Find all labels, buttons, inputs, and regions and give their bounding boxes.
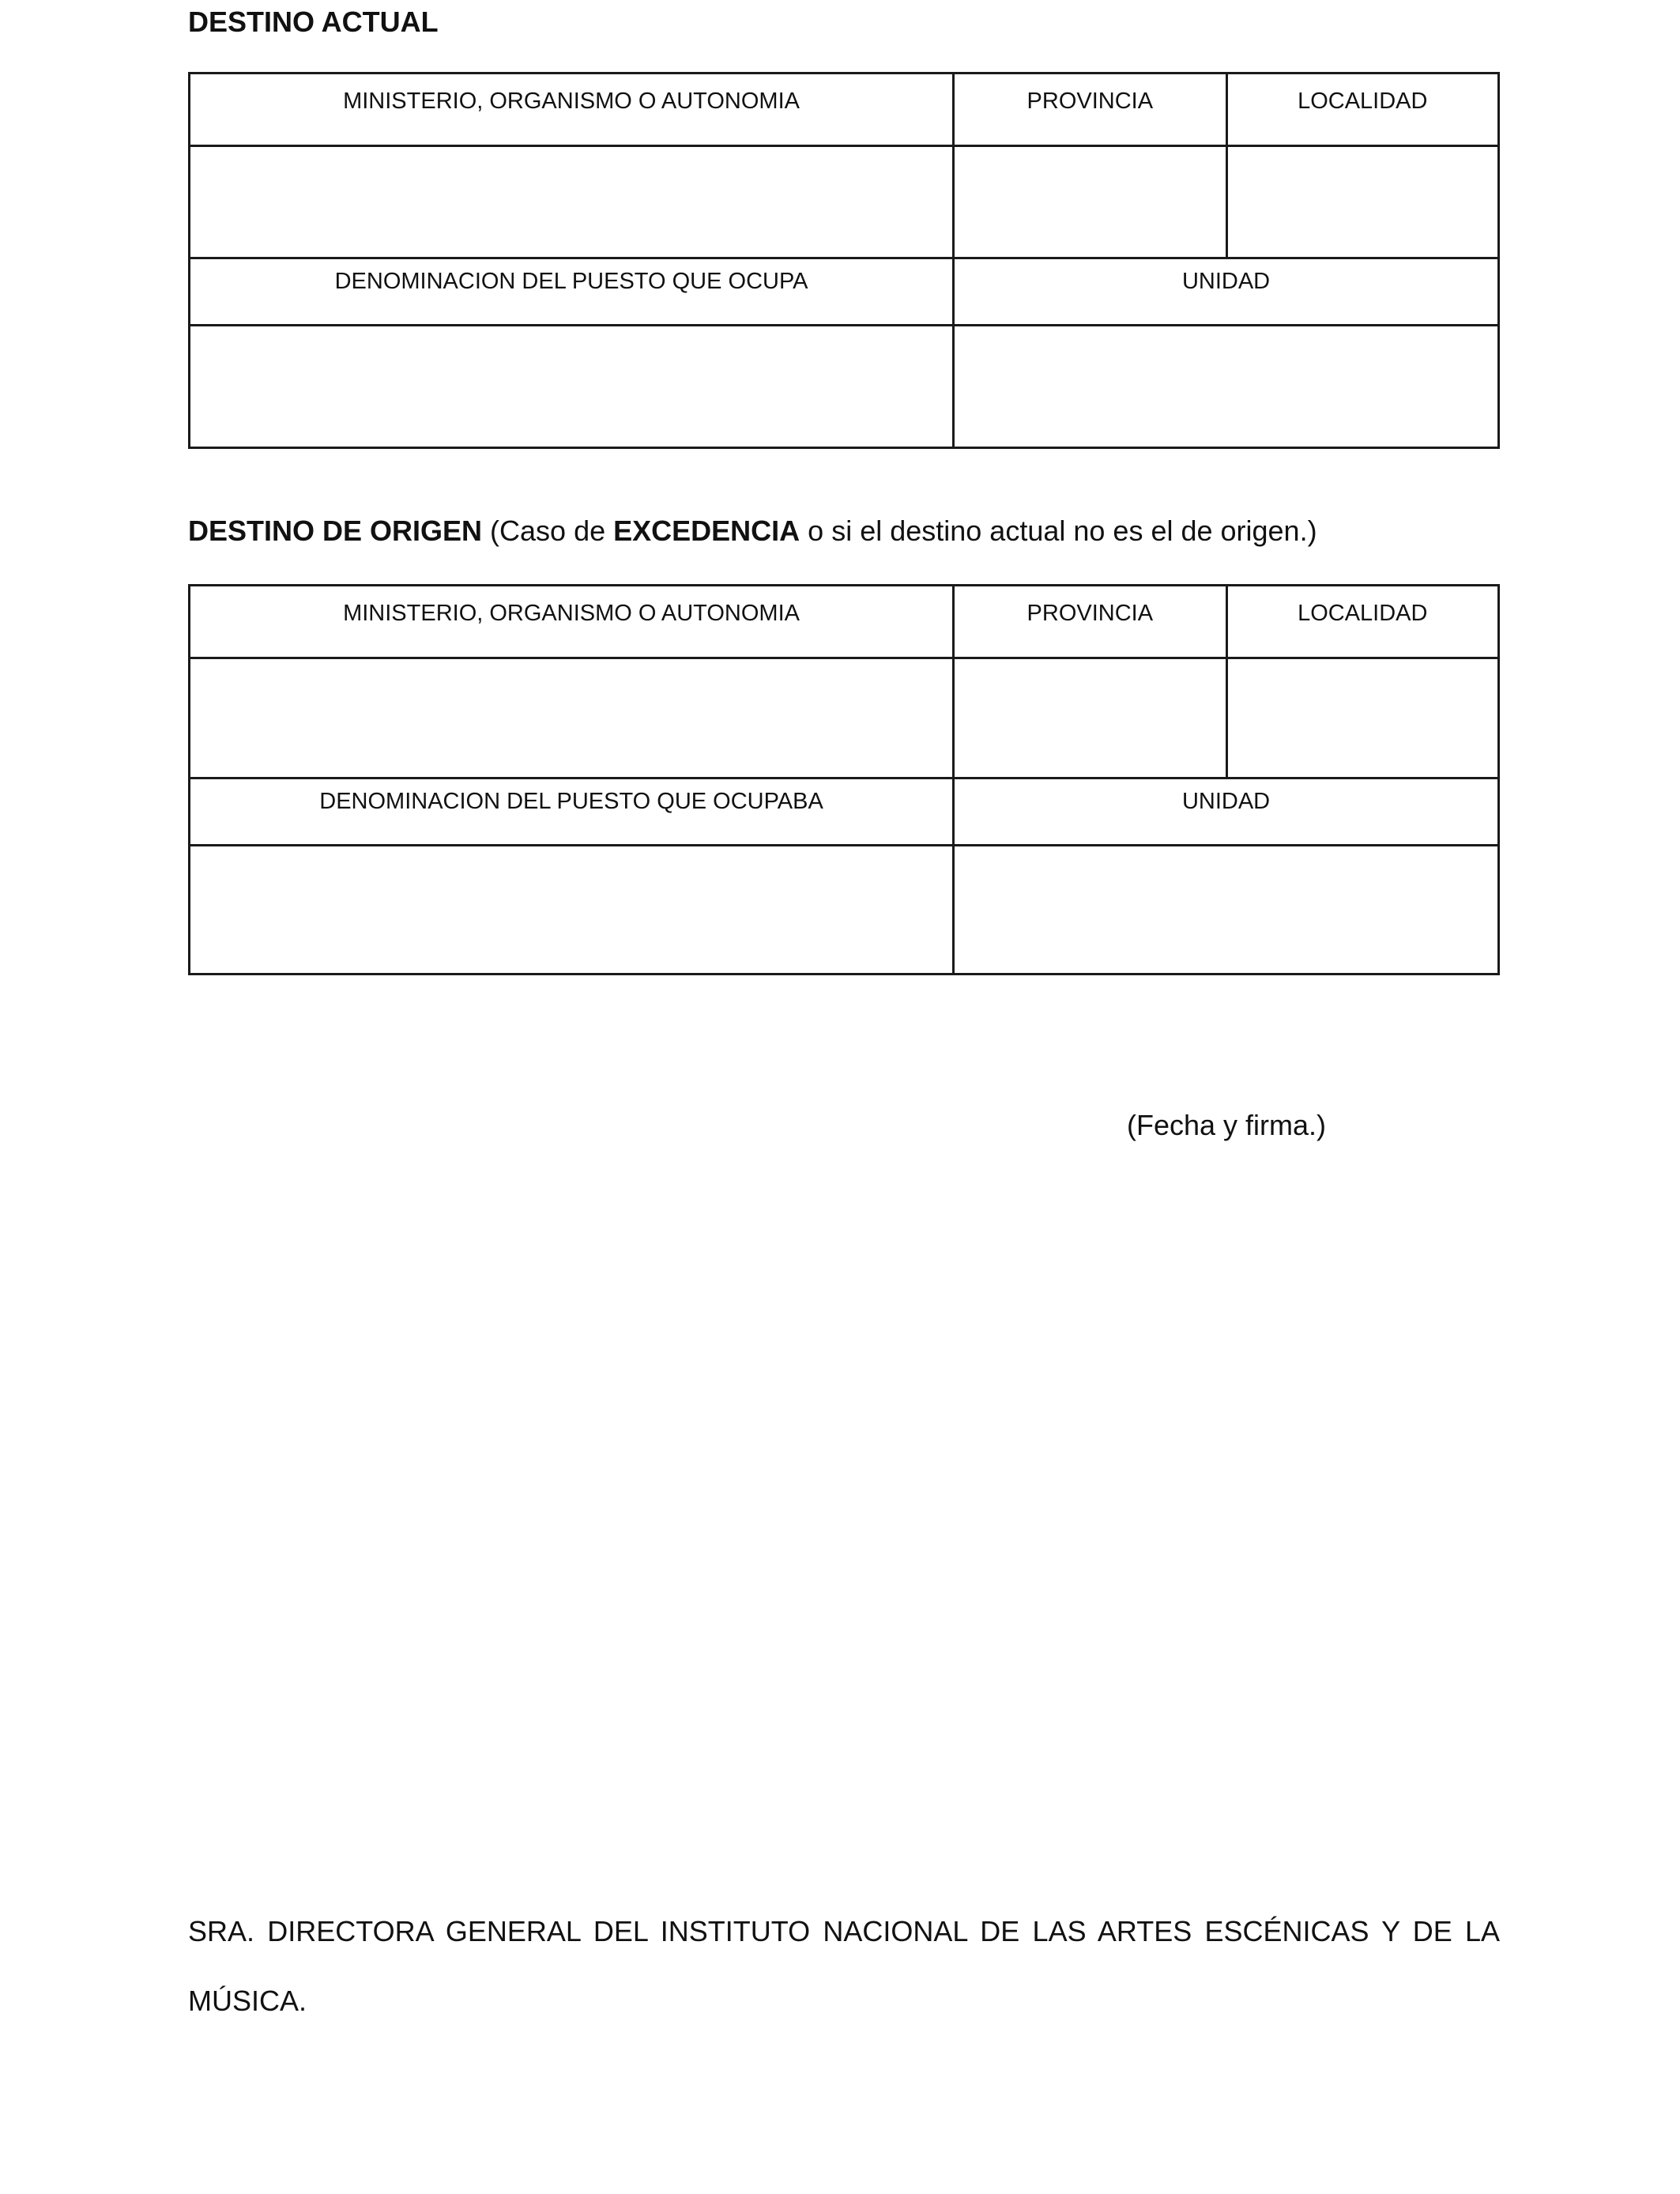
destino-actual-table <box>188 72 1500 449</box>
section-title-bold: DESTINO DE ORIGEN <box>188 515 483 547</box>
field-localidad[interactable] <box>1226 146 1498 258</box>
destino-origen-table <box>188 584 1500 975</box>
field-ministerio[interactable] <box>190 658 954 778</box>
header-provincia: PROVINCIA <box>954 74 1226 146</box>
header-unidad: UNIDAD <box>954 258 1499 326</box>
header-denominacion: DENOMINACION DEL PUESTO QUE OCUPABA <box>190 778 954 846</box>
section-title-text-end: o si el destino actual no es el de origen.) <box>800 515 1317 547</box>
field-denominacion[interactable] <box>190 846 954 974</box>
header-localidad: LOCALIDAD <box>1226 586 1498 658</box>
addressee-text: SRA. DIRECTORA GENERAL DEL INSTITUTO NACIONAL DE LAS ARTES ESCÉNICAS Y DE LA MÚSICA. <box>188 1915 1500 2017</box>
header-provincia: PROVINCIA <box>954 586 1226 658</box>
header-denominacion: DENOMINACION DEL PUESTO QUE OCUPA <box>190 258 954 326</box>
field-ministerio[interactable] <box>190 146 954 258</box>
field-provincia[interactable] <box>954 146 1226 258</box>
section-title-destino-actual <box>188 5 439 40</box>
signature-note: (Fecha y firma.) <box>1127 1109 1327 1141</box>
field-unidad[interactable] <box>954 846 1499 974</box>
section-title-excedencia: EXCEDENCIA <box>613 515 800 547</box>
header-unidad: UNIDAD <box>954 778 1499 846</box>
header-ministerio: MINISTERIO, ORGANISMO O AUTONOMIA <box>190 74 954 146</box>
field-denominacion[interactable] <box>190 326 954 448</box>
field-provincia[interactable] <box>954 658 1226 778</box>
header-localidad: LOCALIDAD <box>1226 74 1498 146</box>
header-ministerio: MINISTERIO, ORGANISMO O AUTONOMIA <box>190 586 954 658</box>
field-localidad[interactable] <box>1226 658 1498 778</box>
section-title-text: (Caso de <box>482 515 614 547</box>
section-title-destino-origen <box>188 514 1317 548</box>
section-title-text: DESTINO ACTUAL <box>188 6 439 38</box>
field-unidad[interactable] <box>954 326 1499 448</box>
